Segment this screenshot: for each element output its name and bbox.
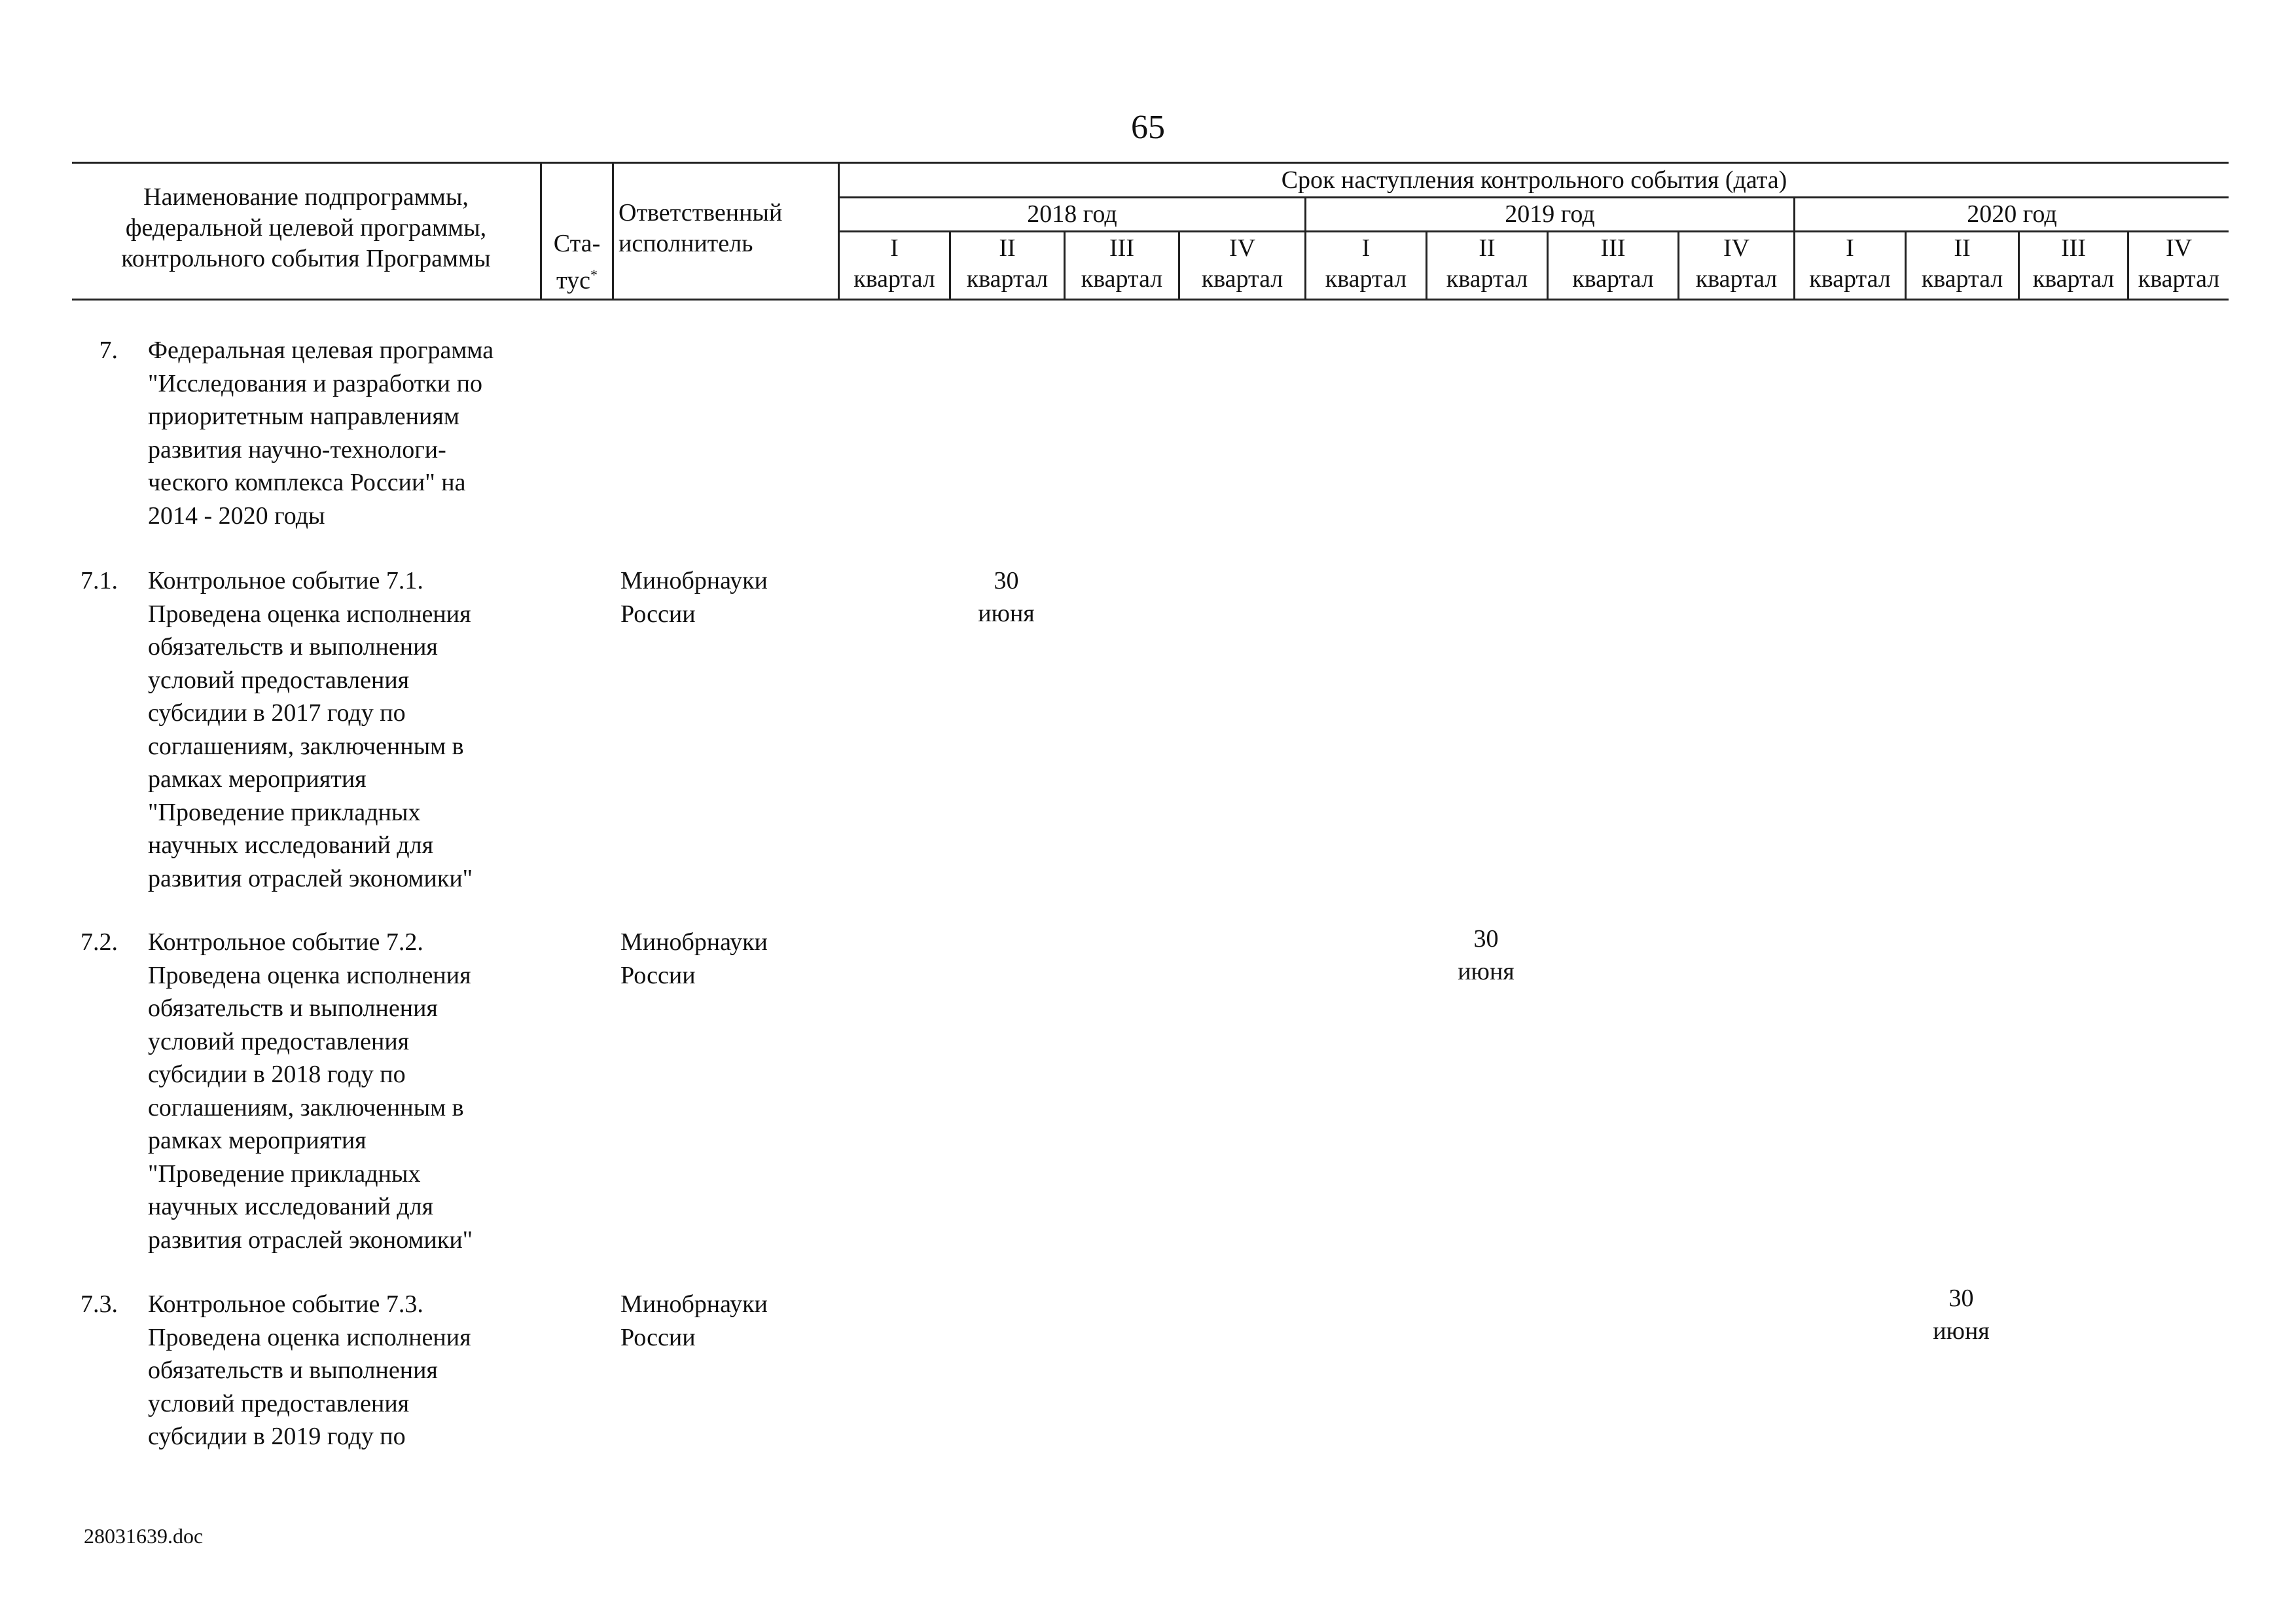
header-quarter-word: квартал xyxy=(1572,265,1654,293)
row-responsible: Минобрнауки России xyxy=(620,1290,768,1351)
header-quarter-roman: I xyxy=(1361,234,1371,262)
row-date-day: 30 xyxy=(1948,1285,1974,1312)
header-status-column xyxy=(542,198,612,297)
header-quarter-roman: I xyxy=(890,234,899,262)
header-quarter xyxy=(951,233,1064,295)
row-date-day: 30 xyxy=(1473,925,1499,953)
row-responsible: Минобрнауки России xyxy=(620,928,768,989)
row-number: 7.3. xyxy=(81,1290,118,1318)
header-quarter-roman: III xyxy=(2061,234,2086,262)
header-deadline-title: Срок наступления контрольного события (дата) xyxy=(1281,166,1787,194)
header-quarter-roman: II xyxy=(1479,234,1496,262)
row-name: Федеральная целевая программа "Исследования и разработки по приоритетным направлениям развития научно-технологи- ческого комплекса России" на 2014 - 2020 годы xyxy=(148,337,494,530)
header-quarter-word: квартал xyxy=(2138,265,2220,293)
header-quarter xyxy=(1907,233,2018,295)
header-status-text: Ста- тус xyxy=(553,230,601,295)
header-status-footnote-mark: * xyxy=(590,266,598,283)
header-quarter-roman: IV xyxy=(2165,234,2193,262)
header-quarter-word: квартал xyxy=(966,265,1049,293)
document-footer: 28031639.doc xyxy=(84,1524,204,1548)
row-date-month: июня xyxy=(1458,958,1515,985)
header-quarter-roman: III xyxy=(1109,234,1134,262)
header-quarter xyxy=(840,233,949,295)
header-responsible-column: Ответственный исполнитель xyxy=(619,199,783,257)
header-quarter xyxy=(1066,233,1178,295)
row-name: Контрольное событие 7.2. Проведена оценка исполнения обязательств и выполнения условий предоставления субсидии в 2018 году по соглашениям, заключенным в рамках мероприятия "Проведение прикладных научных исследований для развития отраслей экономики" xyxy=(148,928,473,1254)
header-quarter xyxy=(1549,233,1677,295)
row-date-month: июня xyxy=(978,600,1035,627)
header-quarter-word: квартал xyxy=(1446,265,1528,293)
row-date-day: 30 xyxy=(994,567,1019,594)
header-year-2019: 2019 год xyxy=(1505,200,1595,228)
header-year-2018: 2018 год xyxy=(1027,200,1117,228)
row-name: Контрольное событие 7.3. Проведена оценка исполнения обязательств и выполнения условий предоставления субсидии в 2019 году по xyxy=(148,1290,471,1450)
row-number: 7.2. xyxy=(81,928,118,956)
header-quarter xyxy=(1795,233,1905,295)
header-quarter-roman: III xyxy=(1600,234,1626,262)
header-quarter-word: квартал xyxy=(1201,265,1283,293)
header-quarter-roman: IV xyxy=(1723,234,1750,262)
header-year-2020: 2020 год xyxy=(1967,200,2057,228)
header-quarter-roman: I xyxy=(1846,234,1854,262)
header-quarter-word: квартал xyxy=(1809,265,1891,293)
header-quarter-roman: II xyxy=(1954,234,1971,262)
row-number: 7. xyxy=(99,337,118,364)
header-quarter xyxy=(2129,233,2229,295)
header-quarter-word: квартал xyxy=(853,265,935,293)
header-quarter-word: квартал xyxy=(2032,265,2115,293)
row-number: 7.1. xyxy=(81,567,118,594)
header-quarter xyxy=(1306,233,1426,295)
header-quarter-word: квартал xyxy=(1921,265,2003,293)
row-name: Контрольное событие 7.1. Проведена оценка исполнения обязательств и выполнения условий предоставления субсидии в 2017 году по соглашениям, заключенным в рамках мероприятия "Проведение прикладных научных исследований для развития отраслей экономики" xyxy=(148,567,473,892)
row-responsible: Минобрнауки России xyxy=(620,567,768,628)
header-quarter xyxy=(1679,233,1793,295)
header-quarter-roman: IV xyxy=(1229,234,1256,262)
header-quarter-word: квартал xyxy=(1695,265,1778,293)
header-quarter-roman: II xyxy=(999,234,1016,262)
header-quarter xyxy=(1427,233,1547,295)
header-name-column: Наименование подпрограммы, федеральной целевой программы, контрольного события Программы xyxy=(121,183,491,272)
header-quarter-word: квартал xyxy=(1325,265,1407,293)
page-number: 65 xyxy=(1131,109,1165,146)
header-quarter xyxy=(2020,233,2127,295)
header-quarter xyxy=(1180,233,1304,295)
row-date-month: июня xyxy=(1933,1317,1990,1345)
header-quarter-word: квартал xyxy=(1081,265,1163,293)
